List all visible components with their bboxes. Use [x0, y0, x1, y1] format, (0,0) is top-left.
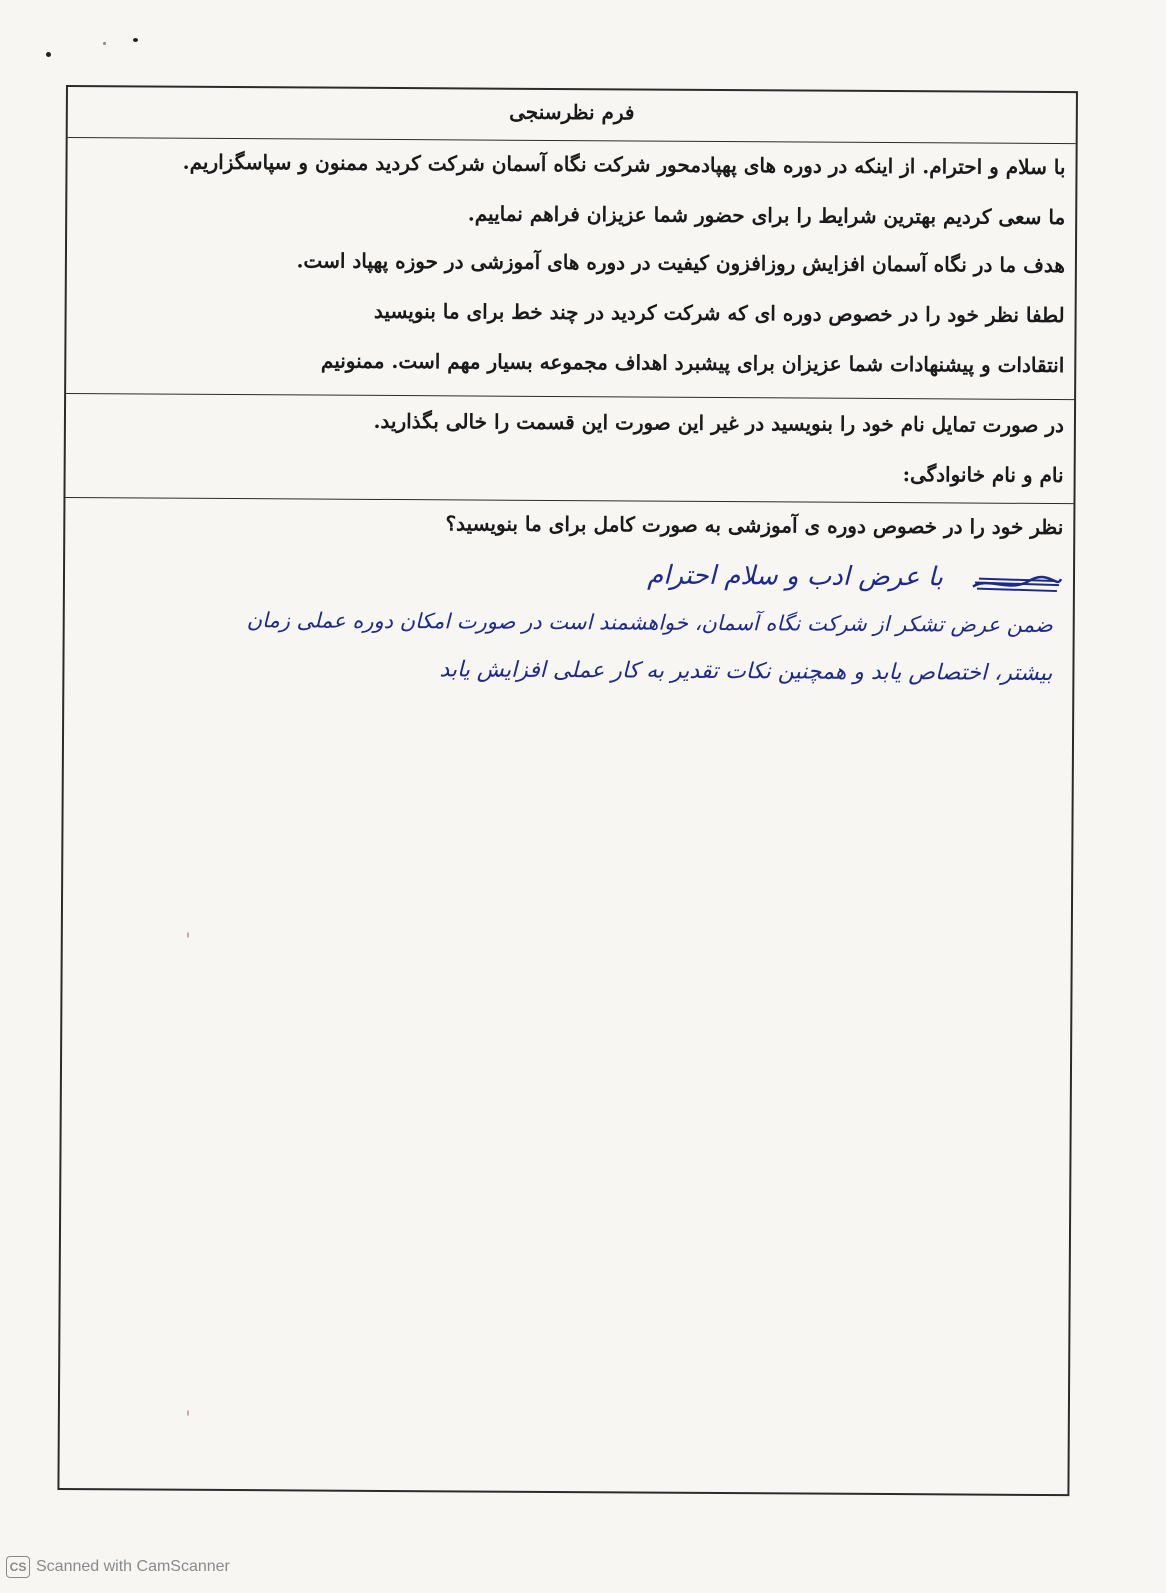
handwritten-line-3: بیشتر، اختصاص یابد و همچنین نکات تقدیر به کار عملی افزایش یابد — [439, 657, 1053, 687]
intro-section — [66, 137, 1076, 400]
name-field-label: نام و نام خانوادگی: — [902, 462, 1064, 488]
speck — [46, 52, 51, 57]
camscanner-logo-icon: CS — [6, 1556, 30, 1578]
name-section — [65, 393, 1074, 504]
speck — [133, 38, 138, 42]
form-title: فرم نظرسنجی — [509, 99, 635, 125]
name-instruction: در صورت تمایل نام خود را بنویسید در غیر این صورت این قسمت را خالی بگذارید. — [373, 408, 1065, 438]
comment-section — [59, 497, 1073, 1494]
handwritten-line-1: با عرض ادب و سلام احترام — [647, 560, 944, 593]
intro-line-4: لطفا نظر خود را در خصوص دوره ای که شرکت کردید در چند خط برای ما بنویسید — [373, 298, 1065, 328]
handwritten-line-2: ضمن عرض تشکر از شرکت نگاه آسمان، خواهشمند است در صورت امکان دوره عملی زمان — [246, 608, 1053, 638]
intro-line-5: انتقادات و پیشنهادات شما عزیزان برای پیشبرد اهداف مجموعه بسیار مهم است. ممنونیم — [320, 348, 1065, 378]
camscanner-watermark — [6, 1553, 230, 1581]
intro-line-2: ما سعی کردیم بهترین شرایط را برای حضور شما عزیزان فراهم نماییم. — [467, 201, 1066, 230]
survey-form — [57, 85, 1078, 1496]
speck — [103, 42, 106, 45]
intro-line-3: هدف ما در نگاه آسمان افزایش روزافزون کیفیت در دوره های آموزشی در حوزه پهپاد است. — [296, 248, 1065, 278]
intro-line-1: با سلام و احترام. از اینکه در دوره های پهپادمحور شرکت نگاه آسمان شرکت کردید ممنون و سپاسگزاریم. — [182, 149, 1066, 180]
watermark-text: Scanned with CamScanner — [36, 1558, 230, 1575]
comment-question: نظر خود را در خصوص دوره ی آموزشی به صورت کامل برای ما بنویسید؟ — [445, 511, 1064, 540]
form-title-row — [68, 87, 1076, 144]
crossed-out-word — [969, 569, 1065, 600]
